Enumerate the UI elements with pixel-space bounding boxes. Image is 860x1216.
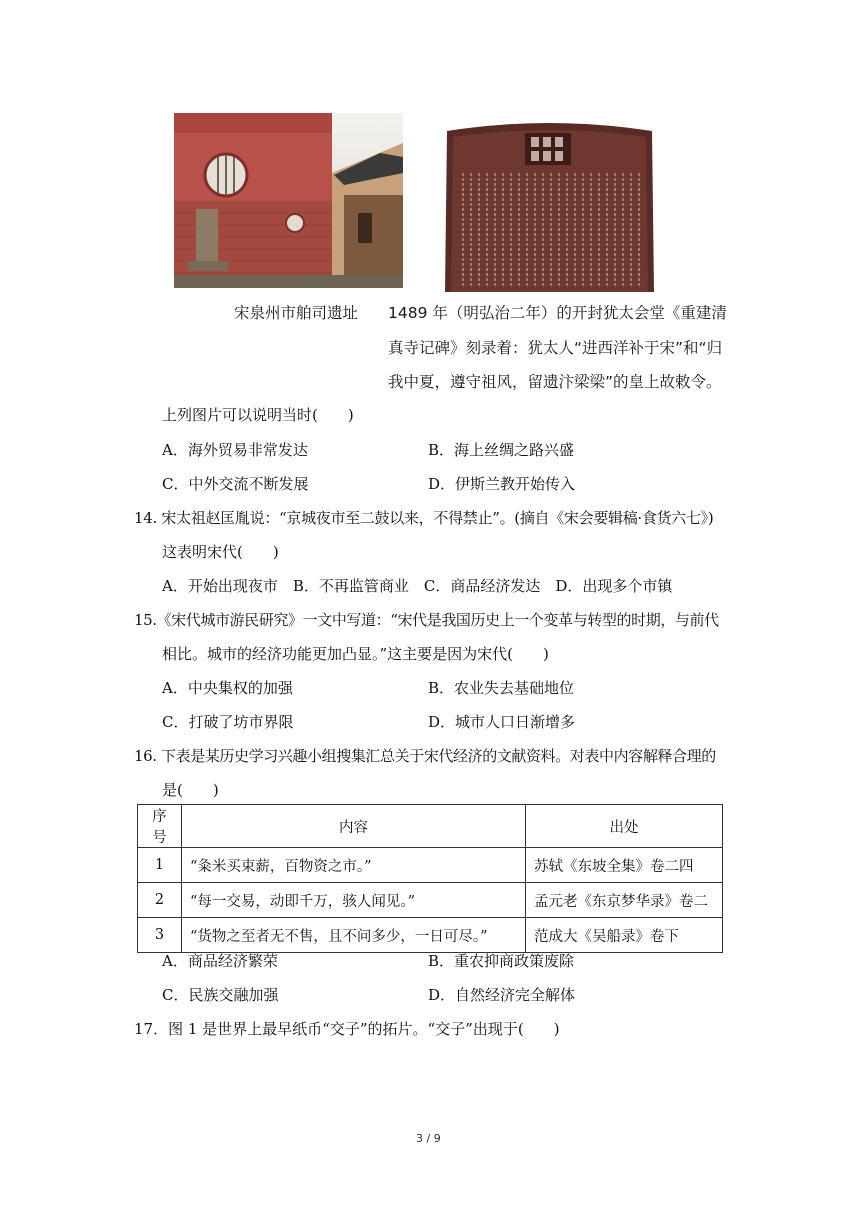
q13-stem: 上列图片可以说明当时( ) [162, 406, 354, 424]
q15-option-b: B．农业失去基础地位 [428, 679, 575, 697]
page-number: 3 / 9 [416, 1132, 441, 1145]
q15-option-a: A．中央集权的加强 [162, 679, 293, 697]
q13-option-a: A．海外贸易非常发达 [162, 441, 308, 459]
table-row [138, 883, 723, 918]
table-row [138, 848, 723, 883]
table-header-source: 出处 [526, 805, 723, 848]
table-cell-source: 苏轼《东坡全集》卷二四 [526, 848, 723, 883]
left-figure-caption: 宋泉州市舶司遗址 [234, 304, 359, 322]
table-row [138, 918, 723, 953]
table-cell-index: 2 [138, 883, 182, 918]
table-cell-source: 孟元老《东京梦华录》卷二 [526, 883, 723, 918]
q15-option-c: C．打破了坊市界限 [162, 713, 294, 731]
q13-option-b: B．海上丝绸之路兴盛 [428, 441, 575, 459]
q16-stem-line-2: 是( ) [162, 781, 219, 799]
right-figure-caption-line-2: 真寺记碑》刻录着：犹太人“进西洋补于宋”和“归 [388, 339, 723, 357]
table-cell-source: 范成大《吴船录》卷下 [526, 918, 723, 953]
q14-stem-line-1: 14. 宋太祖赵匡胤说：“京城夜市至二鼓以来，不得禁止”。(摘自《宋会要辑稿·食货六七》) [134, 509, 714, 527]
quanzhou-site-photo [174, 113, 403, 288]
q15-option-d: D．城市人口日渐增多 [428, 713, 576, 731]
q14-stem-line-2: 这表明宋代( ) [162, 543, 279, 561]
economy-sources-table [137, 804, 723, 953]
q13-option-c: C．中外交流不断发展 [162, 475, 309, 493]
q15-stem-line-2: 相比。城市的经济功能更加凸显。”这主要是因为宋代( ) [162, 645, 549, 663]
q16-option-a: A．商品经济繁荣 [162, 952, 278, 970]
q15-stem-line-1: 15.《宋代城市游民研究》一文中写道：“宋代是我国历史上一个变革与转型的时期，与前代 [134, 611, 719, 629]
q17-stem-line-1: 17．图 1 是世界上最早纸币“交子”的拓片。“交子”出现于( ) [134, 1020, 560, 1038]
table-cell-content: “每一交易，动即千万，骇人闻见。” [182, 883, 526, 918]
q14-options: A．开始出现夜市 B．不再监管商业 C．商品经济发达 D．出现多个市镇 [162, 577, 673, 595]
table-cell-index: 3 [138, 918, 182, 953]
q16-option-b: B．重农抑商政策废除 [428, 952, 575, 970]
kaifeng-stele-rubbing [441, 117, 658, 292]
q16-stem-line-1: 16. 下表是某历史学习兴趣小组搜集汇总关于宋代经济的文献资料。对表中内容解释合理的 [134, 747, 716, 765]
table-header-index: 序号 [138, 805, 182, 848]
table-cell-content: “货物之至者无不售，且不问多少，一日可尽。” [182, 918, 526, 953]
table-cell-content: “粂米买束薪，百物资之市。” [182, 848, 526, 883]
q13-option-d: D．伊斯兰教开始传入 [428, 475, 576, 493]
q16-option-d: D．自然经济完全解体 [428, 986, 576, 1004]
q16-option-c: C．民族交融加强 [162, 986, 279, 1004]
table-cell-index: 1 [138, 848, 182, 883]
table-header-content: 内容 [182, 805, 526, 848]
table-header-row [138, 805, 723, 848]
right-figure-caption-line-1: 1489 年（明弘治二年）的开封犹太会堂《重建清 [388, 304, 727, 322]
right-figure-caption-line-3: 我中夏，遵守祖风，留遗汴梁梁”的皇上故敕令。 [388, 373, 722, 391]
